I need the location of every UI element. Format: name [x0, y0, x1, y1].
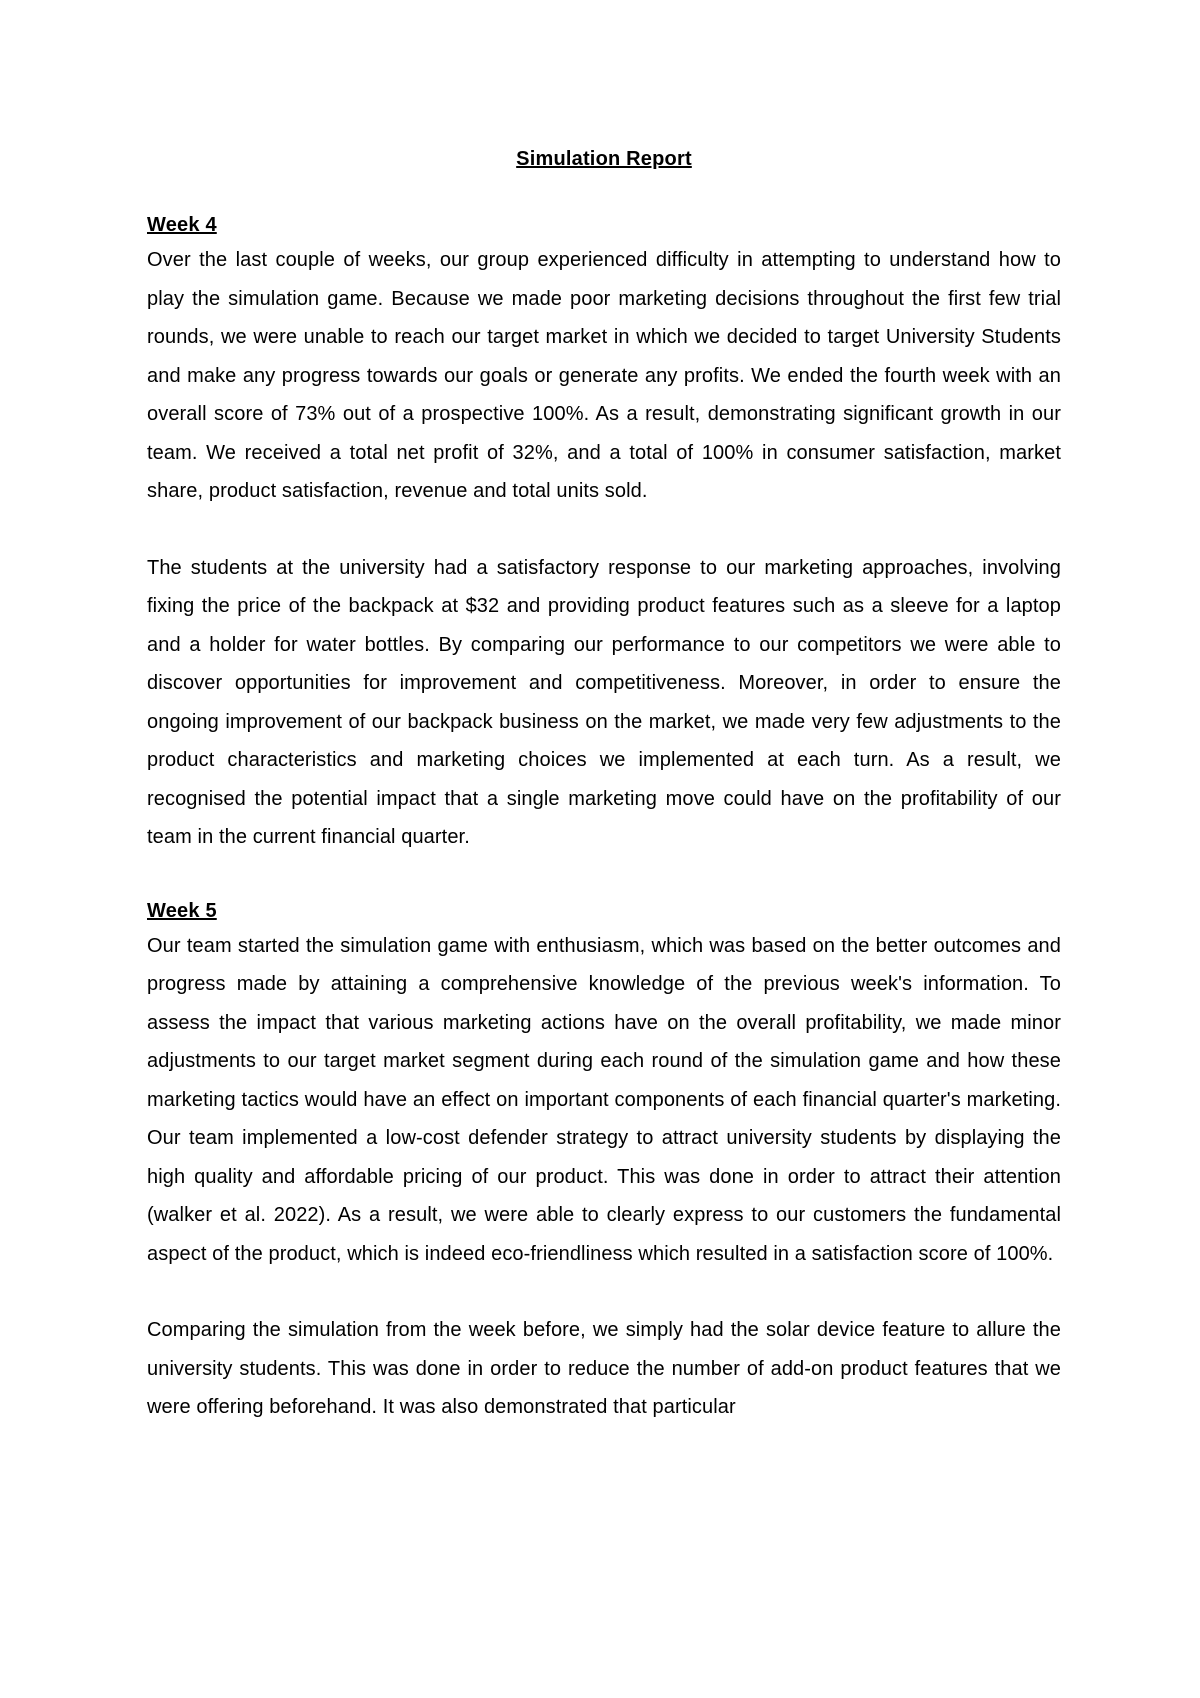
week-4-paragraph-1: Over the last couple of weeks, our group experienced difficulty in attempting to understand how to play the simulation game. Because we made poor marketing decisions throughout the first few trial rounds, we were unable to reach our target market in which we decided to target University Students and make any progress towards our goals or generate any profits. We ended the fourth week with an overall score of 73% out of a prospective 100%. As a result, demonstrating significant growth in our team. We received a total net profit of 32%, and a total of 100% in consumer satisfaction, market share, product satisfaction, revenue and total units sold. — [147, 249, 1061, 502]
paragraph-spacer — [147, 857, 1061, 895]
week-5-heading: Week 5 — [147, 899, 217, 922]
week-5-paragraph-2: Comparing the simulation from the week before, we simply had the solar device feature to allure the university students. This was done in order to reduce the number of add-on product features that we were offering beforehand. It was also demonstrated that particular — [147, 1319, 1061, 1418]
document-title: Simulation Report — [516, 148, 692, 170]
paragraph-spacer — [147, 1273, 1061, 1311]
week-5-paragraph-1: Our team started the simulation game with enthusiasm, which was based on the better outcomes and progress made by attaining a comprehensive knowledge of the previous week's information. To assess the impact that various marketing actions have on the overall profitability, we made minor adjustments to our target market segment during each round of the simulation game and how these marketing tactics would have an effect on important components of each financial quarter's marketing. Our team implemented a low-cost defender strategy to attract university students by displaying the high quality and affordable pricing of our product. This was done in order to attract their attention (walker et al. 2022). As a result, we were able to clearly express to our customers the fundamental aspect of the product, which is indeed eco-friendliness which resulted in a satisfaction score of 100%. — [147, 934, 1061, 1265]
document-page — [147, 143, 1061, 1427]
week-4-heading: Week 4 — [147, 214, 217, 236]
week-4-paragraph-2: The students at the university had a satisfactory response to our marketing approaches, involving fixing the price of the backpack at $32 and providing product features such as a sleeve for a laptop and a holder for water bottles. By comparing our performance to our competitors we were able to discover opportunities for improvement and competitiveness. Moreover, in order to ensure the ongoing improvement of our backpack business on the market, we made very few adjustments to the product characteristics and marketing choices we implemented at each turn. As a result, we recognised the potential impact that a single marketing move could have on the profitability of our team in the current financial quarter. — [147, 556, 1061, 848]
paragraph-spacer — [147, 511, 1061, 549]
